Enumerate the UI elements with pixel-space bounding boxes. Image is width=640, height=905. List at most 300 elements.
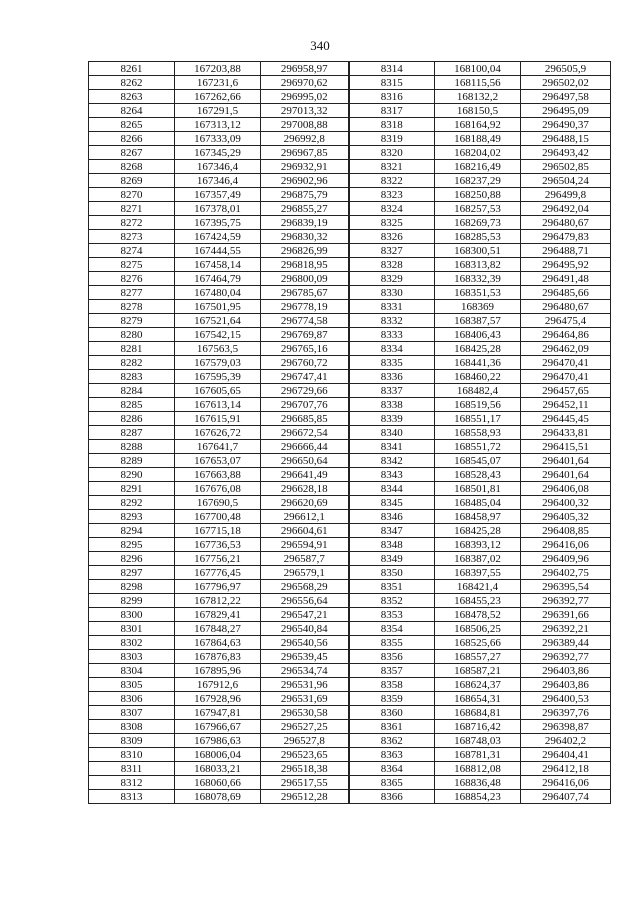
x-coordinate-cell: 167829,41 <box>175 608 261 622</box>
x-coordinate-cell: 167876,83 <box>175 650 261 664</box>
point-number-cell: 8273 <box>89 230 175 244</box>
point-number-cell: 8293 <box>89 510 175 524</box>
x-coordinate-cell: 168033,21 <box>175 762 261 776</box>
x-coordinate-cell: 167346,4 <box>175 174 261 188</box>
y-coordinate-cell: 296992,8 <box>261 132 349 146</box>
x-coordinate-cell: 168269,73 <box>435 216 521 230</box>
y-coordinate-cell: 297013,32 <box>261 104 349 118</box>
y-coordinate-cell: 296504,24 <box>521 174 611 188</box>
table-row <box>89 286 611 300</box>
point-number-cell: 8326 <box>349 230 435 244</box>
y-coordinate-cell: 296493,42 <box>521 146 611 160</box>
x-coordinate-cell: 168425,28 <box>435 524 521 538</box>
point-number-cell: 8288 <box>89 440 175 454</box>
y-coordinate-cell: 296839,19 <box>261 216 349 230</box>
y-coordinate-cell: 296902,96 <box>261 174 349 188</box>
y-coordinate-cell: 296392,77 <box>521 650 611 664</box>
y-coordinate-cell: 296480,67 <box>521 216 611 230</box>
point-number-cell: 8331 <box>349 300 435 314</box>
y-coordinate-cell: 296604,61 <box>261 524 349 538</box>
point-number-cell: 8312 <box>89 776 175 790</box>
y-coordinate-cell: 296479,83 <box>521 230 611 244</box>
table-row <box>89 174 611 188</box>
x-coordinate-cell: 168519,56 <box>435 398 521 412</box>
point-number-cell: 8323 <box>349 188 435 202</box>
point-number-cell: 8351 <box>349 580 435 594</box>
table-row <box>89 664 611 678</box>
point-number-cell: 8272 <box>89 216 175 230</box>
point-number-cell: 8294 <box>89 524 175 538</box>
y-coordinate-cell: 296502,85 <box>521 160 611 174</box>
x-coordinate-cell: 167613,14 <box>175 398 261 412</box>
table-row <box>89 734 611 748</box>
y-coordinate-cell: 296389,44 <box>521 636 611 650</box>
table-row <box>89 370 611 384</box>
point-number-cell: 8335 <box>349 356 435 370</box>
point-number-cell: 8274 <box>89 244 175 258</box>
coordinates-table-body <box>89 62 611 804</box>
x-coordinate-cell: 168441,36 <box>435 356 521 370</box>
x-coordinate-cell: 168460,22 <box>435 370 521 384</box>
y-coordinate-cell: 296958,97 <box>261 62 349 76</box>
x-coordinate-cell: 167262,66 <box>175 90 261 104</box>
x-coordinate-cell: 167966,67 <box>175 720 261 734</box>
y-coordinate-cell: 296531,69 <box>261 692 349 706</box>
point-number-cell: 8280 <box>89 328 175 342</box>
x-coordinate-cell: 168006,04 <box>175 748 261 762</box>
y-coordinate-cell: 296403,86 <box>521 664 611 678</box>
x-coordinate-cell: 167346,4 <box>175 160 261 174</box>
point-number-cell: 8342 <box>349 454 435 468</box>
point-number-cell: 8313 <box>89 790 175 804</box>
point-number-cell: 8327 <box>349 244 435 258</box>
y-coordinate-cell: 296641,49 <box>261 468 349 482</box>
point-number-cell: 8283 <box>89 370 175 384</box>
point-number-cell: 8362 <box>349 734 435 748</box>
table-row <box>89 790 611 804</box>
y-coordinate-cell: 296530,58 <box>261 706 349 720</box>
point-number-cell: 8269 <box>89 174 175 188</box>
x-coordinate-cell: 168748,03 <box>435 734 521 748</box>
point-number-cell: 8261 <box>89 62 175 76</box>
table-row <box>89 244 611 258</box>
point-number-cell: 8265 <box>89 118 175 132</box>
y-coordinate-cell: 296534,74 <box>261 664 349 678</box>
x-coordinate-cell: 167464,79 <box>175 272 261 286</box>
x-coordinate-cell: 167756,21 <box>175 552 261 566</box>
y-coordinate-cell: 296485,66 <box>521 286 611 300</box>
x-coordinate-cell: 168188,49 <box>435 132 521 146</box>
x-coordinate-cell: 168455,23 <box>435 594 521 608</box>
y-coordinate-cell: 296452,11 <box>521 398 611 412</box>
x-coordinate-cell: 167424,59 <box>175 230 261 244</box>
y-coordinate-cell: 296967,85 <box>261 146 349 160</box>
y-coordinate-cell: 296540,84 <box>261 622 349 636</box>
x-coordinate-cell: 168216,49 <box>435 160 521 174</box>
y-coordinate-cell: 296628,18 <box>261 482 349 496</box>
table-row <box>89 216 611 230</box>
point-number-cell: 8325 <box>349 216 435 230</box>
point-number-cell: 8357 <box>349 664 435 678</box>
table-row <box>89 132 611 146</box>
y-coordinate-cell: 296685,85 <box>261 412 349 426</box>
y-coordinate-cell: 296402,75 <box>521 566 611 580</box>
point-number-cell: 8301 <box>89 622 175 636</box>
x-coordinate-cell: 168351,53 <box>435 286 521 300</box>
x-coordinate-cell: 168716,42 <box>435 720 521 734</box>
table-row <box>89 678 611 692</box>
point-number-cell: 8281 <box>89 342 175 356</box>
y-coordinate-cell: 296497,58 <box>521 90 611 104</box>
y-coordinate-cell: 296490,37 <box>521 118 611 132</box>
point-number-cell: 8350 <box>349 566 435 580</box>
y-coordinate-cell: 296769,87 <box>261 328 349 342</box>
y-coordinate-cell: 296408,85 <box>521 524 611 538</box>
point-number-cell: 8347 <box>349 524 435 538</box>
x-coordinate-cell: 168060,66 <box>175 776 261 790</box>
table-row <box>89 594 611 608</box>
point-number-cell: 8308 <box>89 720 175 734</box>
table-row <box>89 300 611 314</box>
x-coordinate-cell: 168551,17 <box>435 412 521 426</box>
x-coordinate-cell: 167480,04 <box>175 286 261 300</box>
y-coordinate-cell: 296445,45 <box>521 412 611 426</box>
x-coordinate-cell: 167676,08 <box>175 482 261 496</box>
y-coordinate-cell: 296415,51 <box>521 440 611 454</box>
y-coordinate-cell: 296400,32 <box>521 496 611 510</box>
point-number-cell: 8299 <box>89 594 175 608</box>
table-row <box>89 90 611 104</box>
point-number-cell: 8291 <box>89 482 175 496</box>
point-number-cell: 8334 <box>349 342 435 356</box>
y-coordinate-cell: 296505,9 <box>521 62 611 76</box>
table-row <box>89 328 611 342</box>
y-coordinate-cell: 296392,21 <box>521 622 611 636</box>
y-coordinate-cell: 296416,06 <box>521 776 611 790</box>
y-coordinate-cell: 296391,66 <box>521 608 611 622</box>
x-coordinate-cell: 168478,52 <box>435 608 521 622</box>
x-coordinate-cell: 168854,23 <box>435 790 521 804</box>
x-coordinate-cell: 168132,2 <box>435 90 521 104</box>
y-coordinate-cell: 296502,02 <box>521 76 611 90</box>
point-number-cell: 8278 <box>89 300 175 314</box>
x-coordinate-cell: 167203,88 <box>175 62 261 76</box>
y-coordinate-cell: 296785,67 <box>261 286 349 300</box>
y-coordinate-cell: 296995,02 <box>261 90 349 104</box>
y-coordinate-cell: 296403,86 <box>521 678 611 692</box>
table-row <box>89 356 611 370</box>
point-number-cell: 8358 <box>349 678 435 692</box>
table-row <box>89 692 611 706</box>
point-number-cell: 8262 <box>89 76 175 90</box>
point-number-cell: 8365 <box>349 776 435 790</box>
x-coordinate-cell: 168332,39 <box>435 272 521 286</box>
y-coordinate-cell: 296488,15 <box>521 132 611 146</box>
x-coordinate-cell: 167715,18 <box>175 524 261 538</box>
x-coordinate-cell: 167333,09 <box>175 132 261 146</box>
x-coordinate-cell: 167776,45 <box>175 566 261 580</box>
y-coordinate-cell: 296395,54 <box>521 580 611 594</box>
x-coordinate-cell: 167812,22 <box>175 594 261 608</box>
x-coordinate-cell: 167542,15 <box>175 328 261 342</box>
y-coordinate-cell: 296672,54 <box>261 426 349 440</box>
point-number-cell: 8311 <box>89 762 175 776</box>
point-number-cell: 8264 <box>89 104 175 118</box>
table-row <box>89 118 611 132</box>
x-coordinate-cell: 168458,97 <box>435 510 521 524</box>
y-coordinate-cell: 296457,65 <box>521 384 611 398</box>
y-coordinate-cell: 296540,56 <box>261 636 349 650</box>
point-number-cell: 8360 <box>349 706 435 720</box>
y-coordinate-cell: 296800,09 <box>261 272 349 286</box>
point-number-cell: 8271 <box>89 202 175 216</box>
table-row <box>89 552 611 566</box>
table-row <box>89 314 611 328</box>
point-number-cell: 8277 <box>89 286 175 300</box>
y-coordinate-cell: 296855,27 <box>261 202 349 216</box>
point-number-cell: 8268 <box>89 160 175 174</box>
table-row <box>89 384 611 398</box>
y-coordinate-cell: 296620,69 <box>261 496 349 510</box>
point-number-cell: 8309 <box>89 734 175 748</box>
point-number-cell: 8282 <box>89 356 175 370</box>
x-coordinate-cell: 168250,88 <box>435 188 521 202</box>
y-coordinate-cell: 296488,71 <box>521 244 611 258</box>
point-number-cell: 8348 <box>349 538 435 552</box>
x-coordinate-cell: 168485,04 <box>435 496 521 510</box>
x-coordinate-cell: 167378,01 <box>175 202 261 216</box>
x-coordinate-cell: 167345,29 <box>175 146 261 160</box>
point-number-cell: 8303 <box>89 650 175 664</box>
y-coordinate-cell: 296830,32 <box>261 230 349 244</box>
x-coordinate-cell: 168425,28 <box>435 342 521 356</box>
y-coordinate-cell: 296932,91 <box>261 160 349 174</box>
y-coordinate-cell: 296402,2 <box>521 734 611 748</box>
x-coordinate-cell: 168387,57 <box>435 314 521 328</box>
y-coordinate-cell: 296409,96 <box>521 552 611 566</box>
y-coordinate-cell: 296826,99 <box>261 244 349 258</box>
y-coordinate-cell: 296517,55 <box>261 776 349 790</box>
table-row <box>89 776 611 790</box>
table-row <box>89 160 611 174</box>
page-number: 340 <box>310 38 330 53</box>
y-coordinate-cell: 296404,41 <box>521 748 611 762</box>
y-coordinate-cell: 296666,44 <box>261 440 349 454</box>
table-row <box>89 104 611 118</box>
point-number-cell: 8322 <box>349 174 435 188</box>
table-row <box>89 342 611 356</box>
point-number-cell: 8341 <box>349 440 435 454</box>
point-number-cell: 8310 <box>89 748 175 762</box>
y-coordinate-cell: 296416,06 <box>521 538 611 552</box>
y-coordinate-cell: 296495,09 <box>521 104 611 118</box>
point-number-cell: 8270 <box>89 188 175 202</box>
table-row <box>89 566 611 580</box>
x-coordinate-cell: 167947,81 <box>175 706 261 720</box>
y-coordinate-cell: 296392,77 <box>521 594 611 608</box>
x-coordinate-cell: 167796,97 <box>175 580 261 594</box>
table-row <box>89 650 611 664</box>
x-coordinate-cell: 167563,5 <box>175 342 261 356</box>
y-coordinate-cell: 296491,48 <box>521 272 611 286</box>
x-coordinate-cell: 167313,12 <box>175 118 261 132</box>
point-number-cell: 8284 <box>89 384 175 398</box>
y-coordinate-cell: 296407,74 <box>521 790 611 804</box>
x-coordinate-cell: 167501,95 <box>175 300 261 314</box>
point-number-cell: 8298 <box>89 580 175 594</box>
y-coordinate-cell: 296970,62 <box>261 76 349 90</box>
y-coordinate-cell: 296518,38 <box>261 762 349 776</box>
point-number-cell: 8307 <box>89 706 175 720</box>
x-coordinate-cell: 168501,81 <box>435 482 521 496</box>
x-coordinate-cell: 168421,4 <box>435 580 521 594</box>
x-coordinate-cell: 168204,02 <box>435 146 521 160</box>
x-coordinate-cell: 168551,72 <box>435 440 521 454</box>
point-number-cell: 8338 <box>349 398 435 412</box>
x-coordinate-cell: 167864,63 <box>175 636 261 650</box>
y-coordinate-cell: 296556,64 <box>261 594 349 608</box>
x-coordinate-cell: 167458,14 <box>175 258 261 272</box>
x-coordinate-cell: 167615,91 <box>175 412 261 426</box>
point-number-cell: 8359 <box>349 692 435 706</box>
point-number-cell: 8286 <box>89 412 175 426</box>
x-coordinate-cell: 167395,75 <box>175 216 261 230</box>
x-coordinate-cell: 168836,48 <box>435 776 521 790</box>
point-number-cell: 8305 <box>89 678 175 692</box>
table-row <box>89 426 611 440</box>
y-coordinate-cell: 296495,92 <box>521 258 611 272</box>
x-coordinate-cell: 168387,02 <box>435 552 521 566</box>
x-coordinate-cell: 167895,96 <box>175 664 261 678</box>
x-coordinate-cell: 168624,37 <box>435 678 521 692</box>
point-number-cell: 8356 <box>349 650 435 664</box>
table-row <box>89 748 611 762</box>
table-row <box>89 538 611 552</box>
point-number-cell: 8337 <box>349 384 435 398</box>
point-number-cell: 8324 <box>349 202 435 216</box>
y-coordinate-cell: 296470,41 <box>521 356 611 370</box>
point-number-cell: 8329 <box>349 272 435 286</box>
x-coordinate-cell: 167663,88 <box>175 468 261 482</box>
x-coordinate-cell: 168558,93 <box>435 426 521 440</box>
point-number-cell: 8295 <box>89 538 175 552</box>
y-coordinate-cell: 296774,58 <box>261 314 349 328</box>
y-coordinate-cell: 296547,21 <box>261 608 349 622</box>
table-row <box>89 482 611 496</box>
point-number-cell: 8363 <box>349 748 435 762</box>
x-coordinate-cell: 167690,5 <box>175 496 261 510</box>
y-coordinate-cell: 296523,65 <box>261 748 349 762</box>
point-number-cell: 8340 <box>349 426 435 440</box>
x-coordinate-cell: 168393,12 <box>435 538 521 552</box>
table-row <box>89 76 611 90</box>
point-number-cell: 8285 <box>89 398 175 412</box>
table-row <box>89 762 611 776</box>
point-number-cell: 8317 <box>349 104 435 118</box>
point-number-cell: 8289 <box>89 454 175 468</box>
table-row <box>89 622 611 636</box>
point-number-cell: 8320 <box>349 146 435 160</box>
y-coordinate-cell: 296398,87 <box>521 720 611 734</box>
x-coordinate-cell: 168078,69 <box>175 790 261 804</box>
y-coordinate-cell: 296875,79 <box>261 188 349 202</box>
x-coordinate-cell: 168313,82 <box>435 258 521 272</box>
y-coordinate-cell: 296729,66 <box>261 384 349 398</box>
table-row <box>89 202 611 216</box>
table-row <box>89 258 611 272</box>
x-coordinate-cell: 168300,51 <box>435 244 521 258</box>
x-coordinate-cell: 167579,03 <box>175 356 261 370</box>
x-coordinate-cell: 168257,53 <box>435 202 521 216</box>
x-coordinate-cell: 168525,66 <box>435 636 521 650</box>
point-number-cell: 8321 <box>349 160 435 174</box>
x-coordinate-cell: 167912,6 <box>175 678 261 692</box>
x-coordinate-cell: 167641,7 <box>175 440 261 454</box>
y-coordinate-cell: 296587,7 <box>261 552 349 566</box>
point-number-cell: 8300 <box>89 608 175 622</box>
y-coordinate-cell: 296760,72 <box>261 356 349 370</box>
point-number-cell: 8352 <box>349 594 435 608</box>
y-coordinate-cell: 296499,8 <box>521 188 611 202</box>
y-coordinate-cell: 296401,64 <box>521 468 611 482</box>
x-coordinate-cell: 167357,49 <box>175 188 261 202</box>
point-number-cell: 8346 <box>349 510 435 524</box>
coordinates-table <box>88 61 611 804</box>
point-number-cell: 8290 <box>89 468 175 482</box>
y-coordinate-cell: 296397,76 <box>521 706 611 720</box>
table-row <box>89 510 611 524</box>
point-number-cell: 8339 <box>349 412 435 426</box>
point-number-cell: 8279 <box>89 314 175 328</box>
point-number-cell: 8296 <box>89 552 175 566</box>
point-number-cell: 8344 <box>349 482 435 496</box>
point-number-cell: 8332 <box>349 314 435 328</box>
table-row <box>89 146 611 160</box>
x-coordinate-cell: 167521,64 <box>175 314 261 328</box>
point-number-cell: 8330 <box>349 286 435 300</box>
point-number-cell: 8315 <box>349 76 435 90</box>
point-number-cell: 8266 <box>89 132 175 146</box>
x-coordinate-cell: 167605,65 <box>175 384 261 398</box>
table-row <box>89 636 611 650</box>
x-coordinate-cell: 168285,53 <box>435 230 521 244</box>
table-row <box>89 412 611 426</box>
point-number-cell: 8328 <box>349 258 435 272</box>
point-number-cell: 8263 <box>89 90 175 104</box>
point-number-cell: 8276 <box>89 272 175 286</box>
point-number-cell: 8318 <box>349 118 435 132</box>
x-coordinate-cell: 168150,5 <box>435 104 521 118</box>
table-row <box>89 272 611 286</box>
x-coordinate-cell: 168164,92 <box>435 118 521 132</box>
y-coordinate-cell: 296778,19 <box>261 300 349 314</box>
y-coordinate-cell: 296579,1 <box>261 566 349 580</box>
x-coordinate-cell: 168545,07 <box>435 454 521 468</box>
x-coordinate-cell: 168406,43 <box>435 328 521 342</box>
x-coordinate-cell: 168654,31 <box>435 692 521 706</box>
y-coordinate-cell: 296406,08 <box>521 482 611 496</box>
table-row <box>89 496 611 510</box>
point-number-cell: 8361 <box>349 720 435 734</box>
y-coordinate-cell: 296475,4 <box>521 314 611 328</box>
x-coordinate-cell: 167986,63 <box>175 734 261 748</box>
point-number-cell: 8319 <box>349 132 435 146</box>
point-number-cell: 8364 <box>349 762 435 776</box>
point-number-cell: 8292 <box>89 496 175 510</box>
y-coordinate-cell: 296412,18 <box>521 762 611 776</box>
point-number-cell: 8366 <box>349 790 435 804</box>
x-coordinate-cell: 167848,27 <box>175 622 261 636</box>
